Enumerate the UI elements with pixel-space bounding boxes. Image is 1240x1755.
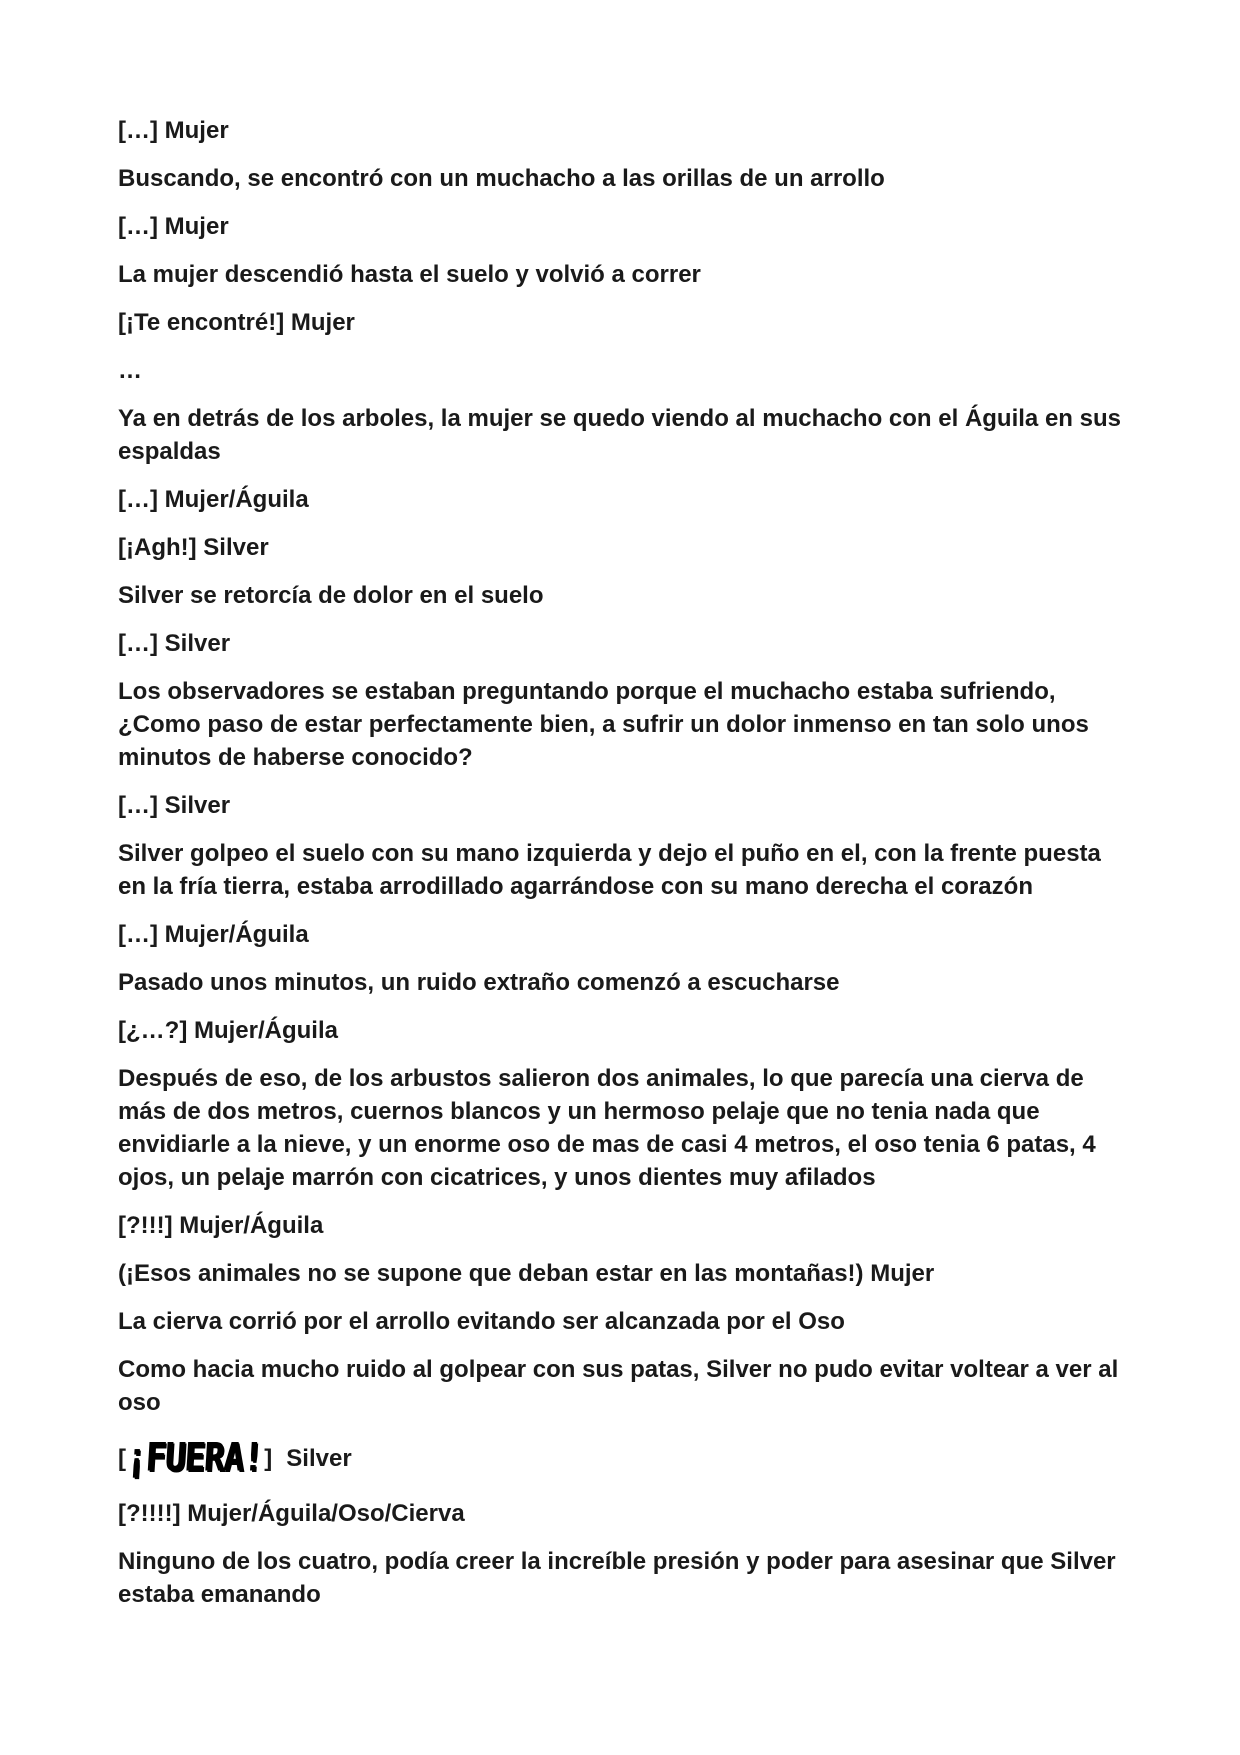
narration-line: Silver se retorcía de dolor en el suelo: [118, 582, 544, 609]
shout-close-bracket: ]: [264, 1444, 273, 1472]
narration-line: Los observadores se estaban preguntando porque el muchacho estaba sufriendo, ¿Como paso de estar perfectamente bien, a sufrir un dolor inmenso en tan solo unos minutos de haberse conocido?: [118, 678, 1089, 771]
dialogue-line: [¡Agh!] Silver: [118, 534, 269, 561]
shout-speaker: Silver: [286, 1444, 352, 1472]
narration-line: Como hacia mucho ruido al golpear con sus patas, Silver no pudo evitar voltear a ver al oso: [118, 1356, 1119, 1416]
narration-line: La mujer descendió hasta el suelo y volvió a correr: [118, 261, 701, 288]
dialogue-line: [?!!!!] Mujer/Águila/Oso/Cierva: [118, 1500, 465, 1527]
dialogue-line: […] Mujer/Águila: [118, 921, 309, 948]
narration-line: Pasado unos minutos, un ruido extraño comenzó a escucharse: [118, 969, 840, 996]
dialogue-line: [?!!!] Mujer/Águila: [118, 1212, 324, 1239]
narration-line: Buscando, se encontró con un muchacho a las orillas de un arrollo: [118, 165, 885, 192]
shout-open-bracket: [: [118, 1444, 126, 1472]
dialogue-line: […] Silver: [118, 630, 231, 657]
dialogue-line: […] Mujer: [118, 213, 229, 240]
dialogue-line: [¿…?] Mujer/Águila: [118, 1017, 338, 1044]
dialogue-line: […] Mujer: [118, 117, 229, 144]
document-page: [118, 114, 1128, 1626]
narration-line: Ninguno de los cuatro, podía creer la increíble presión y poder para asesinar que Silver estaba emanando: [118, 1548, 1116, 1608]
shout-line: [118, 1434, 1128, 1482]
dialogue-line: […] Silver: [118, 792, 231, 819]
narration-line: Ya en detrás de los arboles, la mujer se quedo viendo al muchacho con el Águila en sus espaldas: [118, 405, 1121, 465]
narration-line: Silver golpeo el suelo con su mano izquierda y dejo el puño en el, con la frente puesta en la fría tierra, estaba arrodillado agarrándose con su mano derecha el corazón: [118, 840, 1101, 900]
dialogue-line: [¡Te encontré!] Mujer: [118, 309, 355, 336]
thought-line: (¡Esos animales no se supone que deban estar en las montañas!) Mujer: [118, 1260, 935, 1287]
ellipsis-line: …: [118, 357, 142, 384]
dialogue-line: […] Mujer/Águila: [118, 486, 309, 513]
narration-line: La cierva corrió por el arrollo evitando ser alcanzada por el Oso: [118, 1308, 845, 1335]
shout-word: ¡FUERA!: [125, 1435, 265, 1481]
narration-line: Después de eso, de los arbustos salieron dos animales, lo que parecía una cierva de más de dos metros, cuernos blancos y un hermoso pelaje que no tenia nada que envidiarle a la nieve, y un enorme oso de mas de casi 4 metros, el oso tenia 6 patas, 4 ojos, un pelaje marrón con cicatrices, y unos dientes muy afilados: [118, 1065, 1096, 1191]
